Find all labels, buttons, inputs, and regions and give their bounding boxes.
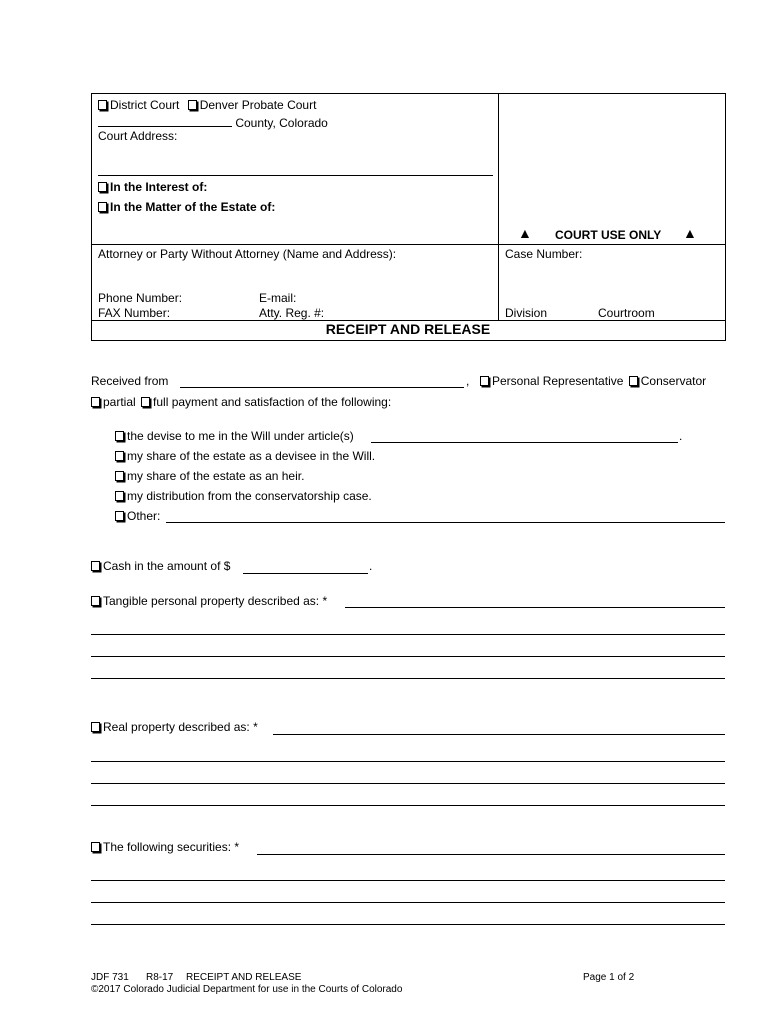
- securities-field-line-2[interactable]: [91, 880, 725, 881]
- district-court-label: District Court: [110, 98, 180, 112]
- county-row: [98, 115, 328, 130]
- share-heir-checkbox[interactable]: [115, 471, 124, 481]
- court-address-underline: [98, 175, 493, 176]
- other-row: [115, 509, 160, 523]
- distribution-row: [115, 489, 372, 503]
- denver-probate-checkbox[interactable]: [188, 100, 197, 110]
- personal-rep-checkbox[interactable]: [480, 376, 489, 386]
- county-field[interactable]: [98, 115, 232, 127]
- caption-mid-border: [91, 244, 725, 245]
- tangible-row: [91, 594, 327, 608]
- in-matter-checkbox[interactable]: [98, 202, 107, 212]
- partial-label: partial: [103, 395, 136, 409]
- in-interest-label: In the Interest of:: [110, 180, 208, 194]
- distribution-label: my distribution from the conservatorship case.: [127, 489, 372, 503]
- tangible-field-line-3[interactable]: [91, 656, 725, 657]
- caption-left-border: [91, 93, 92, 341]
- caption-top-border: [91, 93, 725, 94]
- court-address-label: Court Address:: [98, 129, 178, 143]
- real-property-field-line-2[interactable]: [91, 761, 725, 762]
- cash-amount-field[interactable]: [243, 573, 368, 574]
- cash-label: Cash in the amount of $: [103, 559, 231, 573]
- caption-bottom-border: [91, 340, 725, 341]
- conservator-checkbox[interactable]: [629, 376, 638, 386]
- footer-form-id: JDF 731: [91, 972, 129, 983]
- share-devisee-row: [115, 449, 375, 463]
- cash-checkbox[interactable]: [91, 561, 100, 571]
- full-payment-label: full payment and satisfaction of the following:: [153, 395, 392, 409]
- real-property-field-line-4[interactable]: [91, 805, 725, 806]
- devise-row: [115, 429, 354, 443]
- court-type-row: [98, 98, 316, 112]
- devise-article-field[interactable]: [371, 442, 678, 443]
- county-label: County, Colorado: [235, 116, 328, 130]
- district-court-checkbox[interactable]: [98, 100, 107, 110]
- cash-row: [91, 559, 230, 573]
- caption-center-divider: [498, 93, 499, 320]
- case-number-label: Case Number:: [505, 247, 583, 261]
- cash-period: .: [369, 559, 373, 573]
- payment-type-row: [91, 395, 391, 409]
- court-use-only-label: COURT USE ONLY: [555, 228, 662, 242]
- in-interest-checkbox[interactable]: [98, 182, 107, 192]
- securities-field-line-3[interactable]: [91, 902, 725, 903]
- distribution-checkbox[interactable]: [115, 491, 124, 501]
- phone-label: Phone Number:: [98, 291, 183, 305]
- tangible-field-line-4[interactable]: [91, 678, 725, 679]
- real-property-label: Real property described as: *: [103, 720, 258, 734]
- in-interest-row: [98, 180, 207, 194]
- footer-page-number: Page 1 of 2: [583, 972, 635, 983]
- received-from-label: Received from: [91, 374, 169, 388]
- conservator-label: Conservator: [640, 374, 707, 388]
- tangible-field-line-2[interactable]: [91, 634, 725, 635]
- share-devisee-checkbox[interactable]: [115, 451, 124, 461]
- in-matter-label: In the Matter of the Estate of:: [110, 200, 276, 214]
- tangible-field-line-1[interactable]: [345, 607, 725, 608]
- in-matter-row: [98, 200, 275, 214]
- partial-checkbox[interactable]: [91, 397, 100, 407]
- denver-probate-label: Denver Probate Court: [199, 98, 317, 112]
- other-checkbox[interactable]: [115, 511, 124, 521]
- real-property-field-line-1[interactable]: [273, 734, 725, 735]
- comma-text: ,: [466, 374, 470, 388]
- role-options-row: [480, 374, 706, 388]
- securities-row: [91, 840, 239, 854]
- atty-reg-label: Atty. Reg. #:: [259, 306, 325, 320]
- devise-label: the devise to me in the Will under article(s): [127, 429, 354, 443]
- tangible-label: Tangible personal property described as: *: [103, 594, 328, 608]
- securities-label: The following securities: *: [103, 840, 240, 854]
- email-label: E-mail:: [259, 291, 297, 305]
- share-devisee-label: my share of the estate as a devisee in the Will.: [127, 449, 376, 463]
- real-property-row: [91, 720, 258, 734]
- division-label: Division: [505, 306, 548, 320]
- footer-form-name: RECEIPT AND RELEASE: [186, 972, 302, 983]
- share-heir-label: my share of the estate as an heir.: [127, 469, 305, 483]
- other-label: Other:: [127, 509, 161, 523]
- securities-checkbox[interactable]: [91, 842, 100, 852]
- personal-rep-label: Personal Representative: [492, 374, 624, 388]
- received-from-field[interactable]: [180, 387, 464, 388]
- securities-field-line-4[interactable]: [91, 924, 725, 925]
- devise-checkbox[interactable]: [115, 431, 124, 441]
- full-payment-checkbox[interactable]: [141, 397, 150, 407]
- tangible-checkbox[interactable]: [91, 596, 100, 606]
- up-triangle-icon-right: ▲: [683, 225, 697, 241]
- footer-copyright: ©2017 Colorado Judicial Department for use in the Courts of Colorado: [91, 984, 403, 995]
- footer-revision: R8-17: [146, 972, 174, 983]
- attorney-label: Attorney or Party Without Attorney (Name and Address):: [98, 247, 397, 261]
- form-title: RECEIPT AND RELEASE: [325, 321, 491, 337]
- fax-label: FAX Number:: [98, 306, 171, 320]
- devise-period: .: [679, 429, 683, 443]
- up-triangle-icon-left: ▲: [518, 225, 532, 241]
- share-heir-row: [115, 469, 304, 483]
- real-property-field-line-3[interactable]: [91, 783, 725, 784]
- other-field[interactable]: [166, 522, 725, 523]
- securities-field-line-1[interactable]: [257, 854, 725, 855]
- courtroom-label: Courtroom: [598, 306, 655, 320]
- real-property-checkbox[interactable]: [91, 722, 100, 732]
- caption-right-border: [725, 93, 726, 341]
